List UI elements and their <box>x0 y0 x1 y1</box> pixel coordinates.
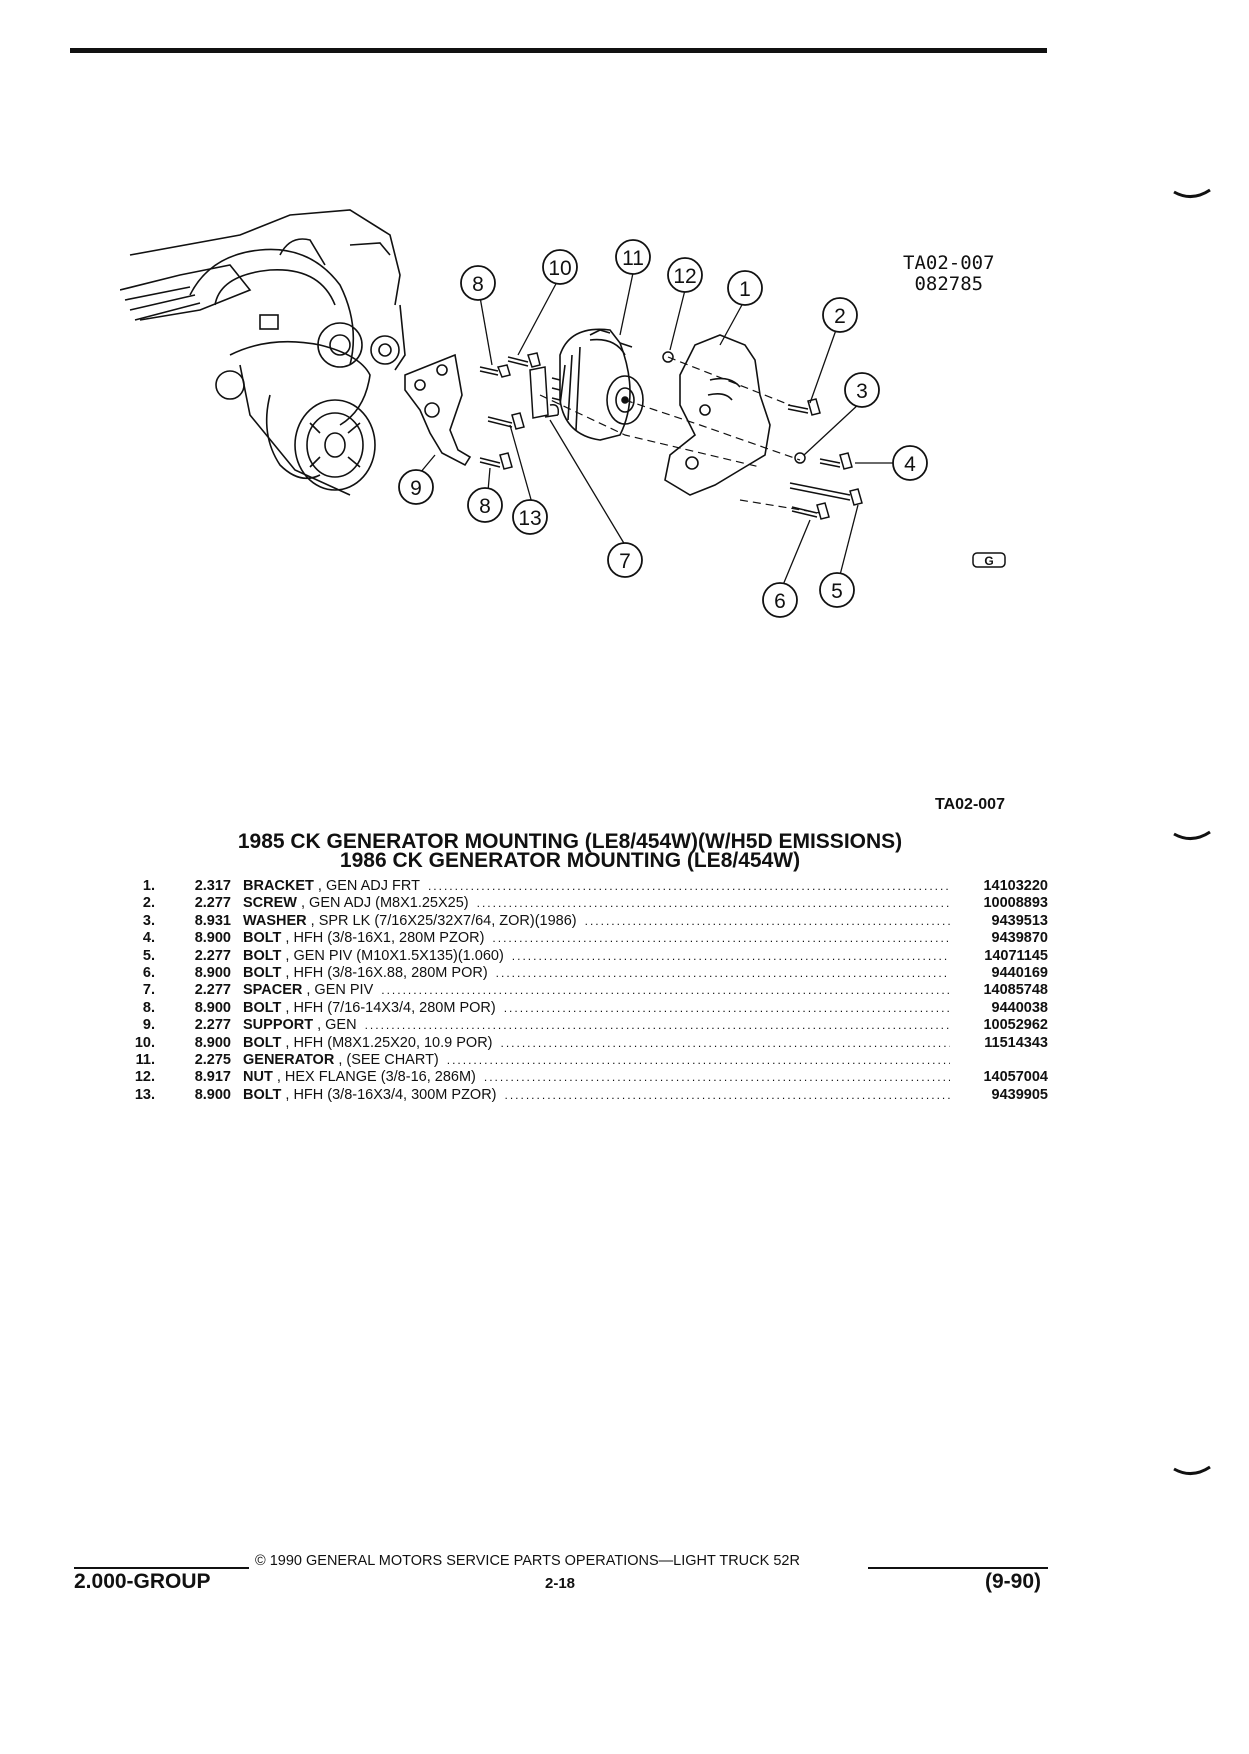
part-catalog-number: 11514343 <box>984 1034 1048 1051</box>
footer-page-number: 2-18 <box>544 1575 576 1592</box>
callout-13 <box>513 500 547 534</box>
part-number-index: 8. <box>142 999 155 1016</box>
part-catalog-number: 10052962 <box>983 1017 1048 1034</box>
part-group-code: 2.275 <box>194 1051 231 1068</box>
part-name: GENERATOR <box>243 1051 335 1068</box>
callout-7 <box>608 543 642 577</box>
svg-text:3: 3 <box>856 380 868 403</box>
diagram-code-right: TA02-007 <box>935 796 1005 813</box>
svg-text:4: 4 <box>904 453 916 476</box>
svg-text:7: 7 <box>619 550 631 573</box>
parts-row <box>125 1069 1048 1086</box>
diagram-code-line1: TA02-007 <box>903 252 995 274</box>
callout-2 <box>823 298 857 332</box>
svg-text:G: G <box>984 554 994 568</box>
footer-rule-left <box>74 1567 249 1569</box>
part-group-code: 8.900 <box>194 1086 231 1103</box>
section-title-1986: 1986 CK GENERATOR MOUNTING (LE8/454W) <box>339 849 801 872</box>
svg-text:1: 1 <box>739 278 751 301</box>
part-number-index: 3. <box>142 912 155 929</box>
part-name: BRACKET <box>243 878 314 894</box>
part-catalog-number: 9440169 <box>991 964 1048 981</box>
leader-dots <box>365 1017 950 1034</box>
part-number-index: 1. <box>142 878 155 894</box>
callout-4 <box>893 446 927 480</box>
part-catalog-number: 14085748 <box>983 982 1048 999</box>
parts-row <box>125 930 1048 947</box>
binding-mark <box>1172 188 1212 202</box>
part-group-code: 8.917 <box>194 1069 231 1086</box>
part-name: NUT <box>243 1069 273 1086</box>
svg-text:2: 2 <box>834 305 846 328</box>
footer-rule-right <box>868 1567 1048 1569</box>
part-group-code: 8.900 <box>194 930 231 947</box>
leader-dots <box>501 1035 951 1052</box>
part-number-index: 4. <box>142 930 155 947</box>
svg-text:8: 8 <box>479 495 491 518</box>
footer-group: 2.000-GROUP <box>74 1570 211 1593</box>
footer-copyright: © 1990 GENERAL MOTORS SERVICE PARTS OPERATIONS—LIGHT TRUCK 52R <box>255 1553 800 1569</box>
gm-logo-icon <box>973 553 1005 568</box>
part-group-code: 2.277 <box>194 895 231 912</box>
callout-10 <box>543 250 577 284</box>
part-number-index: 9. <box>142 1017 155 1034</box>
leader-dots <box>484 1069 950 1086</box>
part-name: BOLT <box>243 1086 282 1103</box>
part-catalog-number: 14071145 <box>984 947 1048 964</box>
part-group-code: 2.277 <box>194 947 231 964</box>
binding-mark <box>1172 1465 1212 1479</box>
parts-row <box>125 878 1048 895</box>
svg-text:13: 13 <box>518 507 542 530</box>
part-description: , (SEE CHART) <box>338 1051 439 1068</box>
callout-3 <box>845 373 879 407</box>
part-number-index: 5. <box>142 947 155 964</box>
part-description: , GEN ADJ FRT <box>317 878 420 894</box>
callout-8-top <box>461 266 495 300</box>
part-name: BOLT <box>243 999 282 1016</box>
part-catalog-number: 9439905 <box>991 1086 1048 1103</box>
part-name: SCREW <box>243 895 297 912</box>
svg-text:10: 10 <box>548 257 572 280</box>
callout-9 <box>399 470 433 504</box>
part-name: BOLT <box>243 930 282 947</box>
part-group-code: 8.900 <box>194 1034 231 1051</box>
part-number-index: 6. <box>142 964 155 981</box>
spacer-illustration <box>530 367 558 418</box>
binding-mark <box>1172 830 1212 844</box>
part-group-code: 8.900 <box>194 964 231 981</box>
part-name: BOLT <box>243 964 282 981</box>
part-group-code: 2.277 <box>194 982 231 999</box>
part-catalog-number: 9439513 <box>991 912 1048 929</box>
exploded-diagram <box>120 195 1020 675</box>
engine-block-illustration <box>120 210 405 495</box>
svg-text:11: 11 <box>622 247 644 270</box>
part-group-code: 2.277 <box>194 1017 231 1034</box>
generator-support-illustration <box>405 355 470 465</box>
generator-bracket-illustration <box>665 335 770 495</box>
part-number-index: 13. <box>134 1086 155 1103</box>
parts-row <box>125 1052 1048 1069</box>
part-description: , GEN ADJ (M8X1.25X25) <box>300 895 469 912</box>
leader-dots <box>585 913 950 930</box>
svg-text:5: 5 <box>831 580 843 603</box>
diagram-code-line2: 082785 <box>914 273 984 295</box>
leader-dots <box>477 895 950 912</box>
parts-row <box>125 982 1048 999</box>
part-name: WASHER <box>243 912 307 929</box>
leader-dots <box>512 948 950 965</box>
leader-dots <box>505 1087 950 1104</box>
callout-12 <box>668 258 702 292</box>
part-description: , GEN PIV (M10X1.5X135)(1.060) <box>285 947 504 964</box>
part-description: , GEN <box>317 1017 357 1034</box>
parts-row <box>125 948 1048 965</box>
callout-11 <box>616 240 650 274</box>
top-rule <box>70 48 1047 53</box>
part-number-index: 12. <box>134 1069 155 1086</box>
part-name: SPACER <box>243 982 303 999</box>
part-name: BOLT <box>243 947 282 964</box>
part-group-code: 8.900 <box>194 999 231 1016</box>
leader-dots <box>492 930 950 947</box>
part-catalog-number: 9440038 <box>991 999 1048 1016</box>
part-description: , HFH (3/8-16X3/4, 300M PZOR) <box>285 1086 497 1103</box>
part-catalog-number: 14057004 <box>983 1069 1048 1086</box>
part-description: , SPR LK (7/16X25/32X7/64, ZOR)(1986) <box>310 912 577 929</box>
part-number-index: 2. <box>142 895 155 912</box>
svg-text:9: 9 <box>410 477 422 500</box>
part-description: , HFH (M8X1.25X20, 10.9 POR) <box>285 1034 493 1051</box>
generator-illustration <box>552 329 643 440</box>
part-number-index: 11. <box>135 1051 155 1068</box>
part-description: , HFH (3/8-16X1, 280M PZOR) <box>285 930 485 947</box>
footer-date: (9-90) <box>985 1570 1042 1593</box>
parts-list <box>125 878 1048 1104</box>
parts-row <box>125 895 1048 912</box>
callout-6 <box>763 583 797 617</box>
part-catalog-number: 14103220 <box>983 878 1048 894</box>
parts-row <box>125 1000 1048 1017</box>
leader-dots <box>496 965 950 982</box>
leader-dots <box>447 1052 950 1069</box>
part-number-index: 10. <box>134 1034 155 1051</box>
diagram-code-top <box>903 253 995 295</box>
part-name: SUPPORT <box>243 1017 314 1034</box>
part-group-code: 2.317 <box>194 878 231 894</box>
section-title-1985: 1985 CK GENERATOR MOUNTING (LE8/454W)(W/H5D EMISSIONS) <box>237 830 903 853</box>
leader-dots <box>381 982 950 999</box>
part-group-code: 8.931 <box>194 912 231 929</box>
part-description: , HEX FLANGE (3/8-16, 286M) <box>276 1069 476 1086</box>
leader-dots <box>504 1000 950 1017</box>
part-number-index: 7. <box>142 982 155 999</box>
part-description: , HFH (7/16-14X3/4, 280M POR) <box>285 999 496 1016</box>
parts-row <box>125 913 1048 930</box>
callout-5 <box>820 573 854 607</box>
part-catalog-number: 10008893 <box>983 895 1048 912</box>
parts-row <box>125 1017 1048 1034</box>
part-catalog-number: 9439870 <box>991 930 1048 947</box>
bolt-illustrations <box>480 353 862 519</box>
svg-text:12: 12 <box>673 265 697 288</box>
parts-row <box>125 965 1048 982</box>
callout-8-bottom <box>468 488 502 522</box>
parts-row <box>125 1087 1048 1104</box>
callout-1 <box>728 271 762 305</box>
part-name: BOLT <box>243 1034 282 1051</box>
part-description: , HFH (3/8-16X.88, 280M POR) <box>285 964 488 981</box>
svg-text:8: 8 <box>472 273 484 296</box>
svg-text:6: 6 <box>774 590 786 613</box>
leader-dots <box>428 878 950 895</box>
part-description: , GEN PIV <box>306 982 374 999</box>
parts-row <box>125 1035 1048 1052</box>
